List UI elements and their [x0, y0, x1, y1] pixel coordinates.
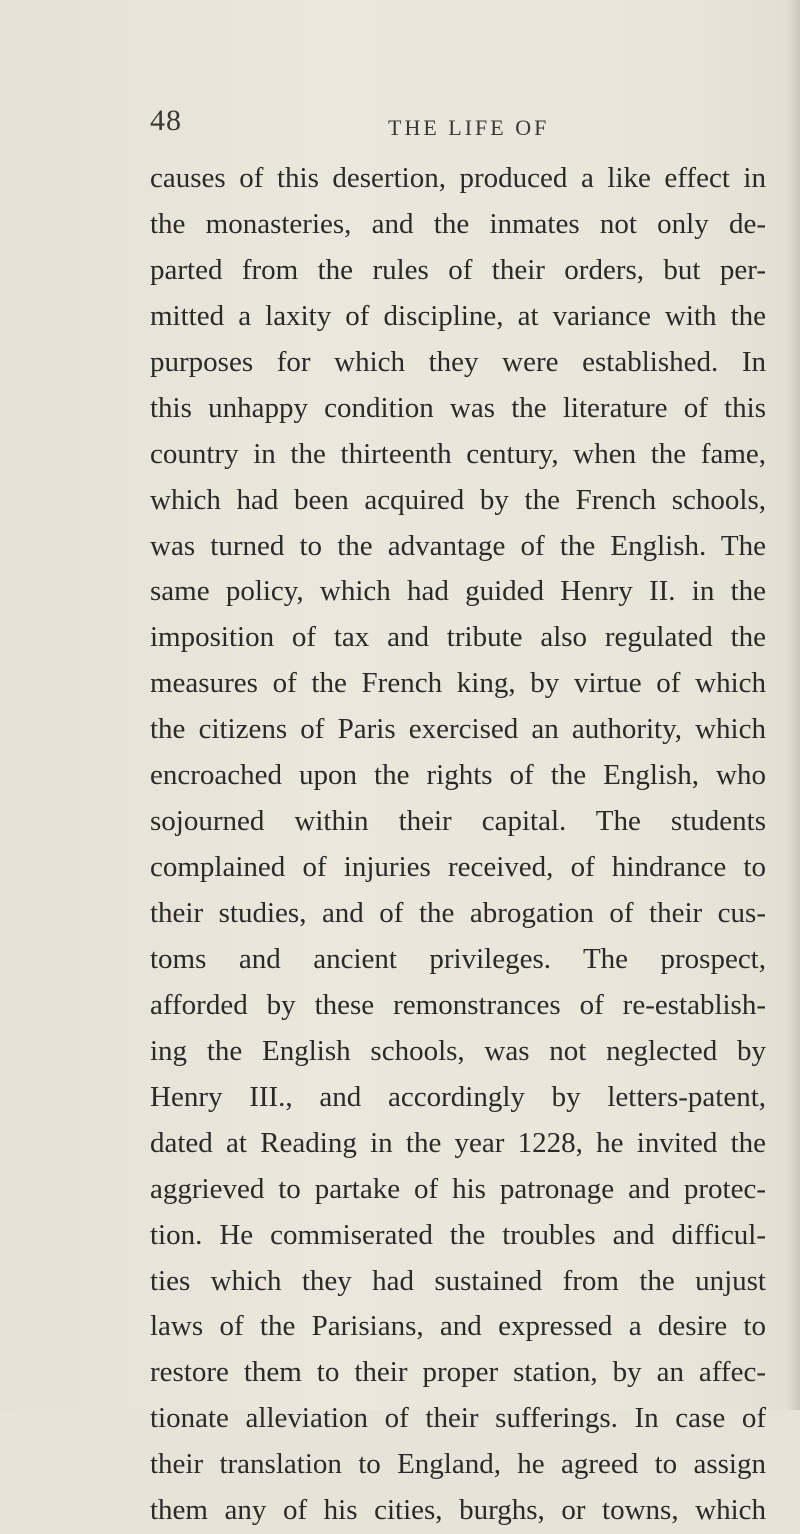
text-line: encroached upon the rights of the English, who	[150, 759, 766, 792]
text-line: measures of the French king, by virtue of which	[150, 667, 766, 700]
text-line: tion. He commiserated the troubles and difficul-	[150, 1218, 766, 1251]
text-line: mitted a laxity of discipline, at variance with the	[150, 299, 766, 332]
text-line: same policy, which had guided Henry II. in the	[150, 575, 766, 608]
text-line: Henry III., and accordingly by letters-patent,	[150, 1080, 766, 1113]
page-edge-shadow	[786, 0, 800, 1410]
text-line: toms and ancient privileges. The prospect,	[150, 942, 766, 975]
text-line: was turned to the advantage of the English. The	[150, 529, 766, 562]
text-line: afforded by these remonstrances of re-establish-	[150, 988, 766, 1021]
text-line: which had been acquired by the French schools,	[150, 483, 766, 516]
text-line: them any of his cities, burghs, or towns, which	[150, 1494, 766, 1527]
text-line: sojourned within their capital. The students	[150, 805, 766, 838]
text-line: country in the thirteenth century, when the fame,	[150, 437, 766, 470]
text-line: their studies, and of the abrogation of their cus-	[150, 897, 766, 929]
text-line: tionate alleviation of their sufferings. In case of	[150, 1402, 766, 1435]
page-number: 48	[150, 104, 182, 137]
text-line: imposition of tax and tribute also regulated the	[150, 621, 766, 654]
text-line: ing the English schools, was not neglected by	[150, 1034, 766, 1067]
text-line: restore them to their proper station, by an affec-	[150, 1356, 766, 1389]
text-line: the citizens of Paris exercised an authority, which	[150, 713, 766, 746]
text-line: causes of this desertion, produced a like effect in	[150, 162, 766, 194]
body-text	[150, 156, 766, 1534]
text-line: complained of injuries received, of hindrance to	[150, 851, 766, 884]
text-line: their translation to England, he agreed to assign	[150, 1448, 766, 1481]
text-line: dated at Reading in the year 1228, he invited the	[150, 1126, 766, 1159]
text-line: ties which they had sustained from the unjust	[150, 1264, 766, 1297]
running-head: THE LIFE OF	[388, 115, 550, 140]
text-line: the monasteries, and the inmates not only de-	[150, 207, 766, 240]
text-line: this unhappy condition was the literature of this	[150, 391, 766, 424]
text-line: purposes for which they were established. In	[150, 345, 766, 378]
text-line: laws of the Parisians, and expressed a desire to	[150, 1310, 766, 1343]
text-line: aggrieved to partake of his patronage and protec-	[150, 1172, 766, 1205]
text-line: parted from the rules of their orders, but per-	[150, 253, 766, 286]
